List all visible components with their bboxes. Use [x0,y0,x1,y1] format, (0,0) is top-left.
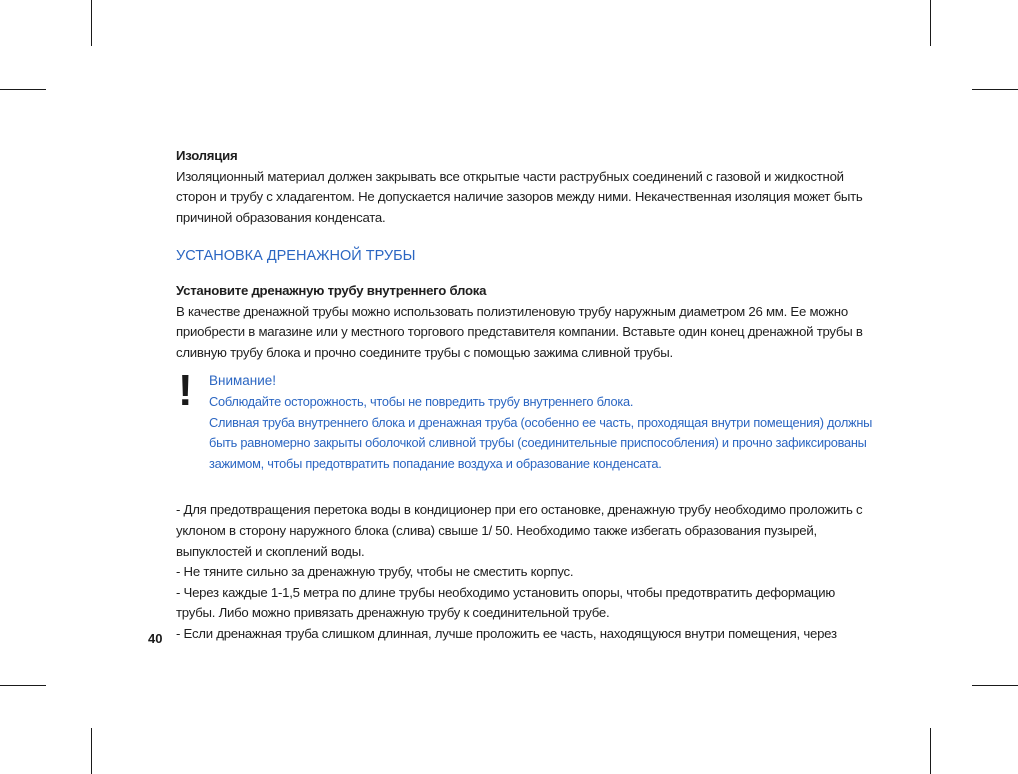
crop-mark-bottom-right [930,728,931,774]
caution-title: Внимание! [209,373,277,389]
crop-mark-right-top [972,89,1018,90]
drain-text: В качестве дренажной трубы можно использовать полиэтиленовую трубу наружным диаметром 26 мм. Ее можно приобрести в магазине или у местного торгового представителя компании. Вставьте один конец дренажной трубы в сливную трубу блока и прочно соедините трубы с помощью зажима сливной трубы. [176,303,863,360]
caution-line-1: Соблюдайте осторожность, чтобы не повредить трубу внутреннего блока. [209,393,634,409]
bullet-item: - Для предотвращения перетока воды в кондиционер при его остановке, дренажную трубу необходимо проложить с уклоном в сторону наружного блока (слива) свыше 1/ 50. Необходимо также избегать образования пузырей, выпуклостей и скоплений воды. [176,502,863,559]
crop-mark-bottom-left [91,728,92,774]
insulation-text: Изоляционный материал должен закрывать все открытые части раструбных соединений с газовой и жидкостной сторон и трубу с хладагентом. Не допускается наличие зазоров между ними. Некачественная изоляция может быть причиной образования конденсата. [176,168,863,225]
crop-mark-left-bottom [0,685,46,686]
crop-mark-top-left [91,0,92,46]
crop-mark-top-right [930,0,931,46]
warning-icon: ! [178,366,193,416]
page-number: 40 [148,631,163,646]
crop-mark-left-top [0,89,46,90]
crop-mark-right-bottom [972,685,1018,686]
insulation-heading: Изоляция [176,148,238,163]
spacer [176,474,876,500]
bullet-item: - Если дренажная труба слишком длинная, лучше проложить ее часть, находящуюся внутри помещения, через [176,625,837,641]
section-title: УСТАНОВКА ДРЕНАЖНОЙ ТРУБЫ [176,248,416,265]
bullet-item: - Не тяните сильно за дренажную трубу, чтобы не сместить корпус. [176,564,574,580]
caution-line-2: Сливная труба внутреннего блока и дренажная труба (особенно ее часть, проходящая внутри помещения) должны быть равномерно закрыты оболочкой сливной трубы (соединительные приспособления) и прочно зафиксированы зажимом, чтобы предотвратить попадание воздуха и образование конденсата. [209,414,873,471]
drain-subheading: Установите дренажную трубу внутреннего блока [176,282,487,298]
page-content [176,146,876,644]
bullet-item: - Через каждые 1-1,5 метра по длине трубы необходимо установить опоры, чтобы предотвратить деформацию трубы. Либо можно привязать дренажную трубу к соединительной трубе. [176,584,835,621]
caution-block [176,366,876,474]
